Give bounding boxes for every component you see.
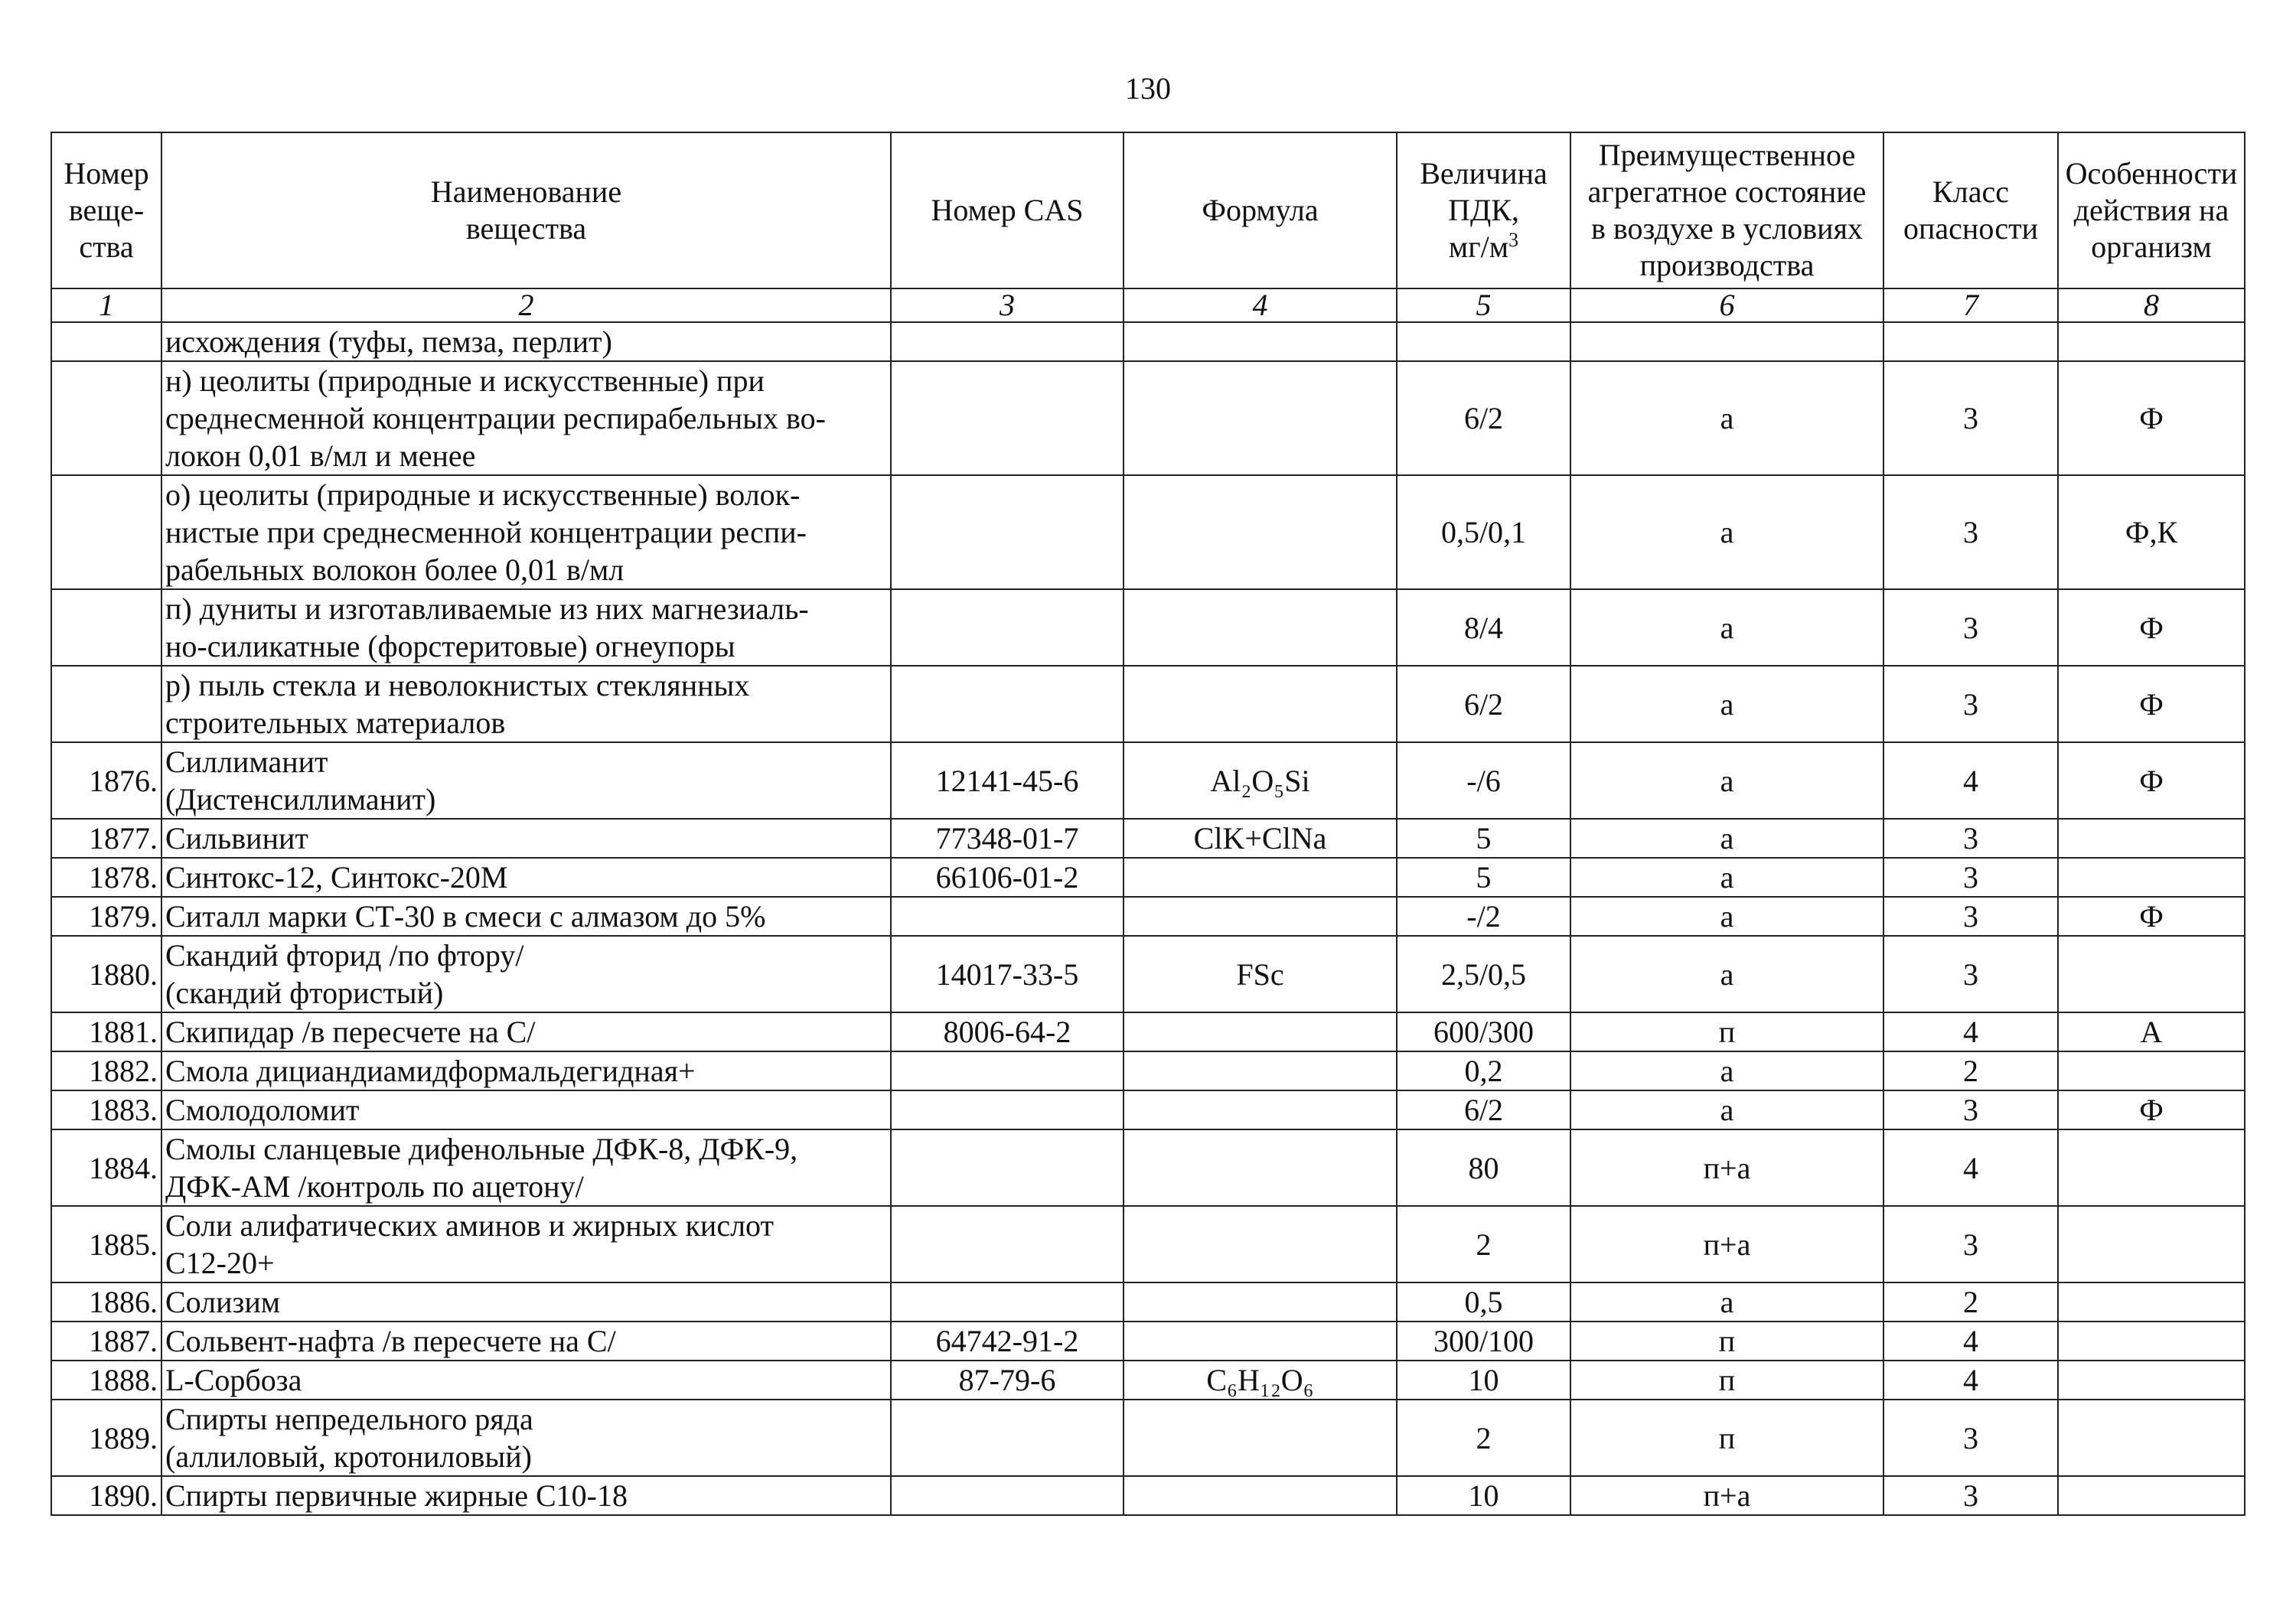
header-effect-features: Особенности действия на организм [2058, 132, 2245, 288]
table-body [51, 322, 2245, 1515]
formula [1124, 361, 1397, 475]
header-formula: Формула [1124, 132, 1397, 288]
pdk-value: 2 [1397, 1400, 1570, 1476]
hazard-class: 4 [1883, 1012, 2058, 1051]
substance-number: 1886. [51, 1282, 161, 1322]
substance-name-line: о) цеолиты (природные и искусственные) волок- [165, 477, 801, 512]
substance-name [161, 897, 891, 936]
pdk-value: 6/2 [1397, 361, 1570, 475]
column-number: 2 [161, 288, 891, 322]
hazard-class: 3 [1883, 475, 2058, 589]
cas-number: 14017-33-5 [891, 936, 1124, 1012]
column-number: 3 [891, 288, 1124, 322]
substance-number: 1887. [51, 1322, 161, 1361]
cas-number [891, 361, 1124, 475]
pdk-value: 300/100 [1397, 1322, 1570, 1361]
substance-name-line: п) дуниты и изготавливаемые из них магнезиаль- [165, 592, 809, 626]
aggregate-state: а [1570, 936, 1883, 1012]
effect-features [2058, 1400, 2245, 1476]
aggregate-state: а [1570, 1090, 1883, 1129]
substance-number [51, 322, 161, 361]
formula: C₆H₁₂O₆ [1124, 1361, 1397, 1400]
substance-number [51, 666, 161, 742]
pdk-value: 80 [1397, 1129, 1570, 1206]
substance-name [161, 1361, 891, 1400]
substance-name-line: рабельных волокон более 0,01 в/мл [165, 552, 625, 587]
substance-name [161, 1012, 891, 1051]
hazard-class: 3 [1883, 897, 2058, 936]
pdk-value [1397, 322, 1570, 361]
substance-number: 1884. [51, 1129, 161, 1206]
aggregate-state [1570, 322, 1883, 361]
table-row [51, 897, 2245, 936]
pdk-value: 10 [1397, 1361, 1570, 1400]
substance-name-line: L-Сорбоза [165, 1363, 302, 1397]
table-row [51, 1090, 2245, 1129]
cas-number: 66106-01-2 [891, 858, 1124, 897]
table-row [51, 475, 2245, 589]
table-row [51, 1476, 2245, 1515]
substance-name [161, 666, 891, 742]
hazard-class: 2 [1883, 1282, 2058, 1322]
table-row [51, 1206, 2245, 1282]
aggregate-state: а [1570, 475, 1883, 589]
table-row [51, 742, 2245, 819]
substance-name-line: Спирты непредельного ряда [165, 1402, 533, 1436]
table-row [51, 858, 2245, 897]
formula [1124, 1051, 1397, 1090]
substance-name-line: н) цеолиты (природные и искусственные) при [165, 363, 765, 398]
column-number: 4 [1124, 288, 1397, 322]
table-row [51, 1400, 2245, 1476]
formula [1124, 858, 1397, 897]
substance-name-line: Солизим [165, 1285, 281, 1319]
table-row [51, 1361, 2245, 1400]
aggregate-state: п [1570, 1400, 1883, 1476]
pdk-value: 0,5 [1397, 1282, 1570, 1322]
cas-number [891, 1129, 1124, 1206]
pdk-value: 8/4 [1397, 589, 1570, 666]
substance-name [161, 858, 891, 897]
hazard-class: 3 [1883, 819, 2058, 858]
substance-number: 1883. [51, 1090, 161, 1129]
substance-name-line: Силлиманит [165, 745, 328, 779]
effect-features: Ф [2058, 742, 2245, 819]
table-row [51, 819, 2245, 858]
substance-name [161, 361, 891, 475]
substance-number: 1888. [51, 1361, 161, 1400]
effect-features [2058, 1476, 2245, 1515]
pdk-value: 6/2 [1397, 1090, 1570, 1129]
hazard-class [1883, 322, 2058, 361]
hazard-class: 4 [1883, 1361, 2058, 1400]
hazard-class: 3 [1883, 1400, 2058, 1476]
substance-name-line: С12-20+ [165, 1246, 275, 1280]
formula [1124, 1476, 1397, 1515]
effect-features [2058, 858, 2245, 897]
substance-name [161, 1476, 891, 1515]
header-pdk-value: Величина ПДК, $мг/м^3$ [1397, 132, 1570, 288]
substance-table [51, 132, 2245, 1516]
substance-number: 1878. [51, 858, 161, 897]
substance-name-line: (Дистенсиллиманит) [165, 782, 436, 816]
table-row [51, 1012, 2245, 1051]
table-row [51, 589, 2245, 666]
table-row [51, 1051, 2245, 1090]
hazard-class: 3 [1883, 666, 2058, 742]
formula [1124, 1282, 1397, 1322]
substance-name-line: но-силикатные (форстеритовые) огнеупоры [165, 629, 735, 663]
aggregate-state: а [1570, 742, 1883, 819]
formula [1124, 897, 1397, 936]
substance-name-line: ДФК-АМ /контроль по ацетону/ [165, 1169, 584, 1204]
pdk-value: 2,5/0,5 [1397, 936, 1570, 1012]
hazard-class: 3 [1883, 361, 2058, 475]
column-number: 6 [1570, 288, 1883, 322]
formula [1124, 475, 1397, 589]
substance-name-line: Соли алифатических аминов и жирных кислот [165, 1208, 774, 1243]
formula [1124, 1322, 1397, 1361]
hazard-class: 3 [1883, 1206, 2058, 1282]
substance-name [161, 936, 891, 1012]
aggregate-state: а [1570, 819, 1883, 858]
substance-name-line: р) пыль стекла и неволокнистых стеклянных [165, 668, 750, 702]
effect-features: Ф,К [2058, 475, 2245, 589]
cas-number [891, 1051, 1124, 1090]
aggregate-state: п+а [1570, 1476, 1883, 1515]
pdk-value: -/6 [1397, 742, 1570, 819]
cas-number: 77348-01-7 [891, 819, 1124, 858]
hazard-class: 3 [1883, 936, 2058, 1012]
hazard-class: 4 [1883, 1129, 2058, 1206]
effect-features [2058, 1051, 2245, 1090]
cas-number [891, 897, 1124, 936]
header-substance-name: Наименование вещества [161, 132, 891, 288]
aggregate-state: а [1570, 1282, 1883, 1322]
substance-name-line: строительных материалов [165, 706, 506, 740]
substance-name-line: (скандий фтористый) [165, 976, 444, 1010]
aggregate-state: а [1570, 858, 1883, 897]
aggregate-state: п+а [1570, 1206, 1883, 1282]
effect-features: Ф [2058, 1090, 2245, 1129]
table-row [51, 1129, 2245, 1206]
cas-number [891, 475, 1124, 589]
cas-number [891, 322, 1124, 361]
formula: Al₂O₅Si [1124, 742, 1397, 819]
substance-name [161, 475, 891, 589]
pdk-value: 0,5/0,1 [1397, 475, 1570, 589]
cas-number: 64742-91-2 [891, 1322, 1124, 1361]
pdk-value: 10 [1397, 1476, 1570, 1515]
substance-name-line: среднесменной концентрации респирабельных во- [165, 401, 826, 435]
substance-name-line: локон 0,01 в/мл и менее [165, 438, 476, 473]
table-row [51, 322, 2245, 361]
pdk-value: 2 [1397, 1206, 1570, 1282]
formula [1124, 1012, 1397, 1051]
effect-features [2058, 1282, 2245, 1322]
substance-number: 1880. [51, 936, 161, 1012]
formula [1124, 666, 1397, 742]
formula [1124, 322, 1397, 361]
cas-number [891, 1400, 1124, 1476]
aggregate-state: а [1570, 897, 1883, 936]
formula [1124, 1129, 1397, 1206]
hazard-class: 3 [1883, 1476, 2058, 1515]
substance-number: 1876. [51, 742, 161, 819]
effect-features: Ф [2058, 897, 2245, 936]
substance-name-line: Скипидар /в пересчете на С/ [165, 1015, 536, 1049]
table-row [51, 1282, 2245, 1322]
pdk-value: 5 [1397, 858, 1570, 897]
aggregate-state: а [1570, 361, 1883, 475]
pdk-value: 6/2 [1397, 666, 1570, 742]
hazard-class: 4 [1883, 742, 2058, 819]
page-number: 130 [1125, 71, 1171, 106]
substance-number [51, 589, 161, 666]
effect-features [2058, 819, 2245, 858]
substance-number: 1881. [51, 1012, 161, 1051]
aggregate-state: п+а [1570, 1129, 1883, 1206]
cas-number: 12141-45-6 [891, 742, 1124, 819]
substance-name [161, 1400, 891, 1476]
effect-features: А [2058, 1012, 2245, 1051]
cas-number: 87-79-6 [891, 1361, 1124, 1400]
pdk-value: 600/300 [1397, 1012, 1570, 1051]
substance-number: 1879. [51, 897, 161, 936]
substance-name-line: нистые при среднесменной концентрации респи- [165, 515, 807, 549]
effect-features: Ф [2058, 589, 2245, 666]
column-number: 8 [2058, 288, 2245, 322]
hazard-class: 4 [1883, 1322, 2058, 1361]
substance-name-line: Смола дициандиамидформальдегидная+ [165, 1054, 696, 1088]
effect-features: Ф [2058, 666, 2245, 742]
aggregate-state: а [1570, 1051, 1883, 1090]
effect-features [2058, 1206, 2245, 1282]
substance-number: 1890. [51, 1476, 161, 1515]
header-substance-number: Номер веще- ства [51, 132, 161, 288]
aggregate-state: а [1570, 589, 1883, 666]
substance-number: 1877. [51, 819, 161, 858]
substance-name [161, 1090, 891, 1129]
substance-name-line: Скандий фторид /по фтору/ [165, 938, 524, 973]
substance-name [161, 1206, 891, 1282]
effect-features [2058, 1322, 2245, 1361]
hazard-class: 3 [1883, 1090, 2058, 1129]
cas-number [891, 1206, 1124, 1282]
aggregate-state: п [1570, 1322, 1883, 1361]
substance-name [161, 1282, 891, 1322]
effect-features [2058, 1129, 2245, 1206]
cas-number [891, 1090, 1124, 1129]
effect-features: Ф [2058, 361, 2245, 475]
table-row [51, 361, 2245, 475]
substance-name-line: Спирты первичные жирные С10-18 [165, 1478, 628, 1513]
header-cas-number: Номер CAS [891, 132, 1124, 288]
effect-features [2058, 1361, 2245, 1400]
substance-name [161, 322, 891, 361]
aggregate-state: п [1570, 1361, 1883, 1400]
substance-number: 1885. [51, 1206, 161, 1282]
formula [1124, 1206, 1397, 1282]
substance-name-line: (аллиловый, кротониловый) [165, 1439, 533, 1474]
substance-name [161, 589, 891, 666]
substance-name-line: исхождения (туфы, пемза, перлит) [165, 324, 612, 359]
substance-name [161, 819, 891, 858]
substance-name [161, 1051, 891, 1090]
substance-name-line: Смолодоломит [165, 1093, 360, 1127]
column-number: 1 [51, 288, 161, 322]
substance-name [161, 1322, 891, 1361]
pdk-value: 0,2 [1397, 1051, 1570, 1090]
formula [1124, 589, 1397, 666]
substance-name-line: Ситалл марки СТ-30 в смеси с алмазом до 5% [165, 899, 766, 934]
cas-number [891, 589, 1124, 666]
substance-name-line: Сильвинит [165, 821, 308, 855]
substance-name-line: Сольвент-нафта /в пересчете на С/ [165, 1324, 616, 1358]
cas-number [891, 1476, 1124, 1515]
substance-name-line: Смолы сланцевые дифенольные ДФК-8, ДФК-9, [165, 1132, 798, 1166]
hazard-class: 2 [1883, 1051, 2058, 1090]
substance-number [51, 475, 161, 589]
effect-features [2058, 936, 2245, 1012]
table-row [51, 936, 2245, 1012]
substance-number: 1882. [51, 1051, 161, 1090]
pdk-value: -/2 [1397, 897, 1570, 936]
effect-features [2058, 322, 2245, 361]
formula [1124, 1400, 1397, 1476]
header-aggregate-state: Преимущественное агрегатное состояние в воздухе в условиях производства [1570, 132, 1883, 288]
pdk-value: 5 [1397, 819, 1570, 858]
substance-name-line: Синтокс-12, Синтокс-20М [165, 860, 508, 895]
substance-name [161, 742, 891, 819]
table-row [51, 1322, 2245, 1361]
aggregate-state: а [1570, 666, 1883, 742]
formula: ClK+ClNa [1124, 819, 1397, 858]
table-row [51, 666, 2245, 742]
cas-number [891, 666, 1124, 742]
hazard-class: 3 [1883, 858, 2058, 897]
substance-number: 1889. [51, 1400, 161, 1476]
formula: FSc [1124, 936, 1397, 1012]
substance-name [161, 1129, 891, 1206]
header-hazard-class: Класс опасности [1883, 132, 2058, 288]
substance-number [51, 361, 161, 475]
aggregate-state: п [1570, 1012, 1883, 1051]
column-number-row [51, 288, 2245, 322]
formula [1124, 1090, 1397, 1129]
column-number: 7 [1883, 288, 2058, 322]
column-number: 5 [1397, 288, 1570, 322]
table-header-row [51, 132, 2245, 288]
hazard-class: 3 [1883, 589, 2058, 666]
cas-number [891, 1282, 1124, 1322]
cas-number: 8006-64-2 [891, 1012, 1124, 1051]
